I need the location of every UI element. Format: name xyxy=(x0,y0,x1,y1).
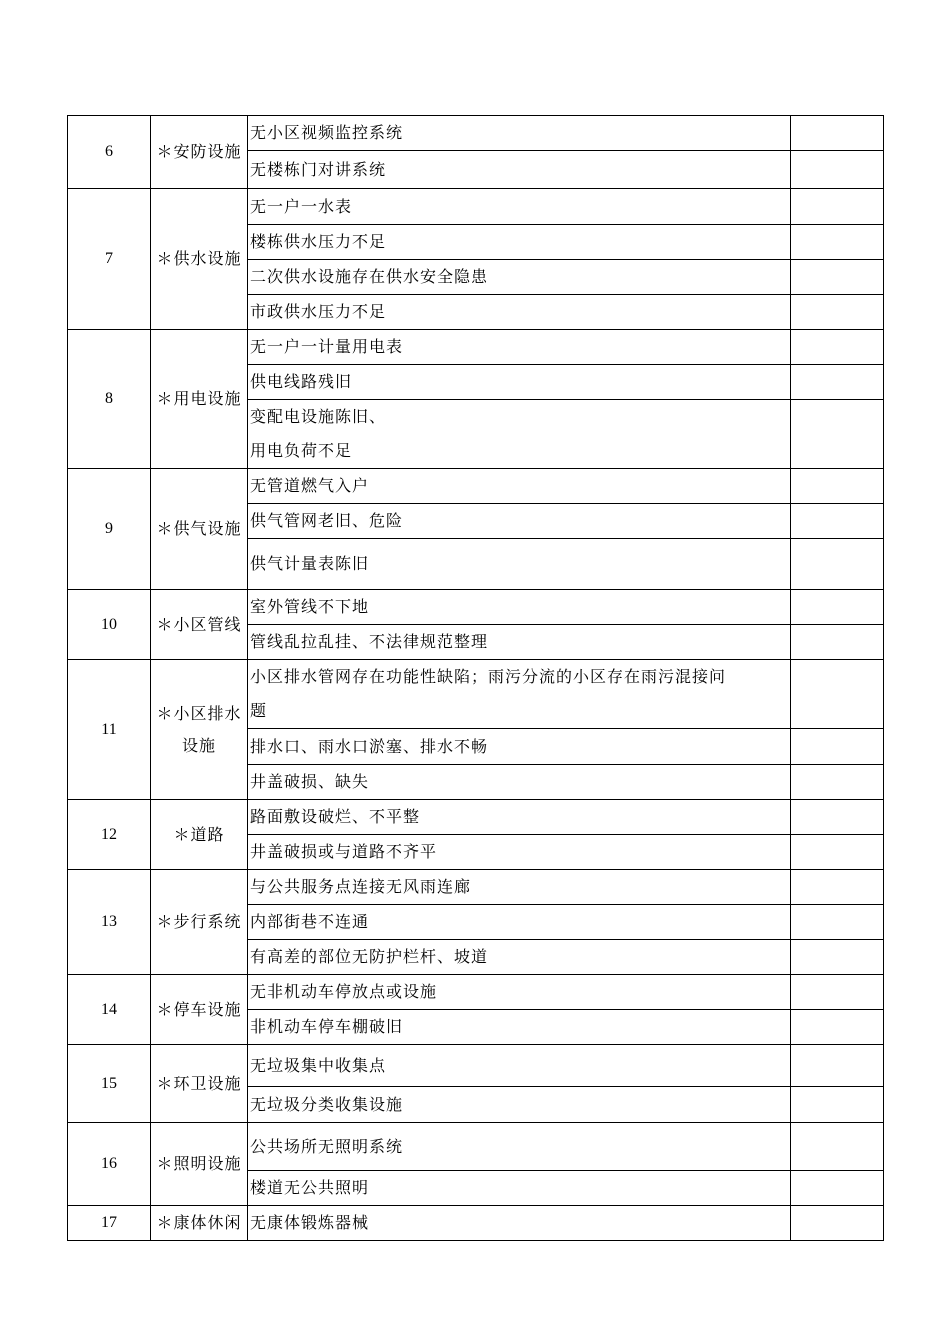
issue-item-text: 供电线路残旧 xyxy=(250,372,353,391)
result-cell[interactable] xyxy=(791,729,884,765)
issue-item-text: 与公共服务点连接无风雨连廊 xyxy=(250,877,472,896)
issue-item-text: 无垃圾分类收集设施 xyxy=(250,1094,404,1114)
table-row xyxy=(68,1045,884,1087)
result-cell[interactable] xyxy=(791,1010,884,1045)
issue-item-cell xyxy=(248,660,791,729)
table-row xyxy=(68,870,884,905)
result-cell[interactable] xyxy=(791,1087,884,1123)
item-number: 7 xyxy=(68,189,151,330)
issue-item-text: 小区排水管网存在功能性缺陷；雨污分流的小区存在雨污混接问 xyxy=(250,667,727,686)
issue-item-cell xyxy=(248,504,791,539)
issue-item-text: 无康体锻炼器械 xyxy=(250,1213,370,1232)
issue-item-text: 用电负荷不足 xyxy=(250,441,353,460)
category-text-line: ＊小区排水 xyxy=(156,703,242,723)
result-cell[interactable] xyxy=(791,330,884,365)
issue-item-text: 排水口、雨水口淤塞、排水不畅 xyxy=(250,736,489,756)
issue-item-cell xyxy=(248,1045,791,1087)
issue-item-cell xyxy=(248,1123,791,1171)
item-number: 8 xyxy=(68,330,151,469)
table-row xyxy=(68,1206,884,1241)
facility-checklist-table xyxy=(67,115,884,1241)
result-cell[interactable] xyxy=(791,1123,884,1171)
issue-item-text: 无垃圾集中收集点 xyxy=(250,1055,387,1075)
issue-item-cell xyxy=(248,1087,791,1123)
category-cell: ＊供水设施 xyxy=(151,189,248,330)
result-cell[interactable] xyxy=(791,400,884,469)
result-cell[interactable] xyxy=(791,975,884,1010)
issue-item-text: 非机动车停车棚破旧 xyxy=(250,1017,404,1036)
result-cell[interactable] xyxy=(791,625,884,660)
result-cell[interactable] xyxy=(791,539,884,590)
result-cell[interactable] xyxy=(791,905,884,940)
issue-item-cell xyxy=(248,835,791,870)
result-cell[interactable] xyxy=(791,590,884,625)
item-number: 6 xyxy=(68,116,151,189)
result-cell[interactable] xyxy=(791,835,884,870)
issue-item-cell xyxy=(248,365,791,400)
issue-item-text: 无小区视频监控系统 xyxy=(250,123,404,142)
issue-item-text: 供气管网老旧、危险 xyxy=(250,511,404,530)
issue-item-cell xyxy=(248,975,791,1010)
result-cell[interactable] xyxy=(791,660,884,729)
item-number: 9 xyxy=(68,469,151,590)
item-number: 12 xyxy=(68,800,151,870)
issue-item-cell xyxy=(248,400,791,469)
issue-item-text: 有高差的部位无防护栏杆、坡道 xyxy=(250,947,489,966)
category-cell: ＊环卫设施 xyxy=(151,1045,248,1123)
issue-item-cell xyxy=(248,330,791,365)
result-cell[interactable] xyxy=(791,295,884,330)
category-text-line: 设施 xyxy=(181,735,216,755)
result-cell[interactable] xyxy=(791,189,884,225)
issue-item-cell xyxy=(248,116,791,151)
item-number: 17 xyxy=(68,1206,151,1241)
issue-item-cell xyxy=(248,800,791,835)
category-cell xyxy=(151,660,248,800)
table-body xyxy=(68,116,884,1241)
table-row xyxy=(68,330,884,365)
issue-item-text: 题 xyxy=(250,701,268,720)
result-cell[interactable] xyxy=(791,765,884,800)
category-cell: ＊步行系统 xyxy=(151,870,248,975)
item-number: 13 xyxy=(68,870,151,975)
issue-item-text: 室外管线不下地 xyxy=(250,597,370,616)
table-row xyxy=(68,1123,884,1171)
issue-item-cell xyxy=(248,1010,791,1045)
item-number: 11 xyxy=(68,660,151,800)
table-row xyxy=(68,116,884,151)
issue-item-cell xyxy=(248,189,791,225)
issue-item-cell xyxy=(248,870,791,905)
result-cell[interactable] xyxy=(791,1171,884,1206)
issue-item-text: 市政供水压力不足 xyxy=(250,302,387,321)
category-cell: ＊安防设施 xyxy=(151,116,248,189)
category-cell: ＊道路 xyxy=(151,800,248,870)
issue-item-text: 无非机动车停放点或设施 xyxy=(250,982,438,1001)
issue-item-text: 井盖破损或与道路不齐平 xyxy=(250,842,438,861)
result-cell[interactable] xyxy=(791,1045,884,1087)
result-cell[interactable] xyxy=(791,469,884,504)
issue-item-text: 无一户一计量用电表 xyxy=(250,337,404,356)
category-cell: ＊供气设施 xyxy=(151,469,248,590)
issue-item-cell xyxy=(248,1206,791,1241)
result-cell[interactable] xyxy=(791,365,884,400)
issue-item-cell xyxy=(248,295,791,330)
result-cell[interactable] xyxy=(791,151,884,189)
issue-item-text: 路面敷设破烂、不平整 xyxy=(250,807,421,826)
category-cell: ＊用电设施 xyxy=(151,330,248,469)
table-row xyxy=(68,660,884,729)
item-number: 14 xyxy=(68,975,151,1045)
issue-item-text: 管线乱拉乱挂、不法律规范整理 xyxy=(250,632,489,651)
issue-item-cell xyxy=(248,1171,791,1206)
result-cell[interactable] xyxy=(791,116,884,151)
issue-item-text: 供气计量表陈旧 xyxy=(250,554,370,573)
issue-item-text: 内部街巷不连通 xyxy=(250,912,370,931)
issue-item-text: 二次供水设施存在供水安全隐患 xyxy=(250,267,489,286)
category-cell: ＊康体休闲 xyxy=(151,1206,248,1241)
issue-item-text: 变配电设施陈旧、 xyxy=(250,407,387,426)
result-cell[interactable] xyxy=(791,260,884,295)
item-number: 15 xyxy=(68,1045,151,1123)
issue-item-cell xyxy=(248,469,791,504)
result-cell[interactable] xyxy=(791,225,884,260)
category-cell: ＊停车设施 xyxy=(151,975,248,1045)
issue-item-text: 楼道无公共照明 xyxy=(250,1178,370,1197)
result-cell[interactable] xyxy=(791,940,884,975)
result-cell[interactable] xyxy=(791,1206,884,1241)
issue-item-cell xyxy=(248,765,791,800)
issue-item-cell xyxy=(248,590,791,625)
issue-item-cell xyxy=(248,151,791,189)
issue-item-text: 井盖破损、缺失 xyxy=(250,772,370,791)
issue-item-text: 公共场所无照明系统 xyxy=(250,1136,404,1156)
issue-item-cell xyxy=(248,625,791,660)
category-cell: ＊照明设施 xyxy=(151,1123,248,1206)
issue-item-cell xyxy=(248,539,791,590)
item-number: 10 xyxy=(68,590,151,660)
table-row xyxy=(68,189,884,225)
table-row xyxy=(68,800,884,835)
item-number: 16 xyxy=(68,1123,151,1206)
table-row xyxy=(68,590,884,625)
result-cell[interactable] xyxy=(791,870,884,905)
issue-item-cell xyxy=(248,225,791,260)
issue-item-cell xyxy=(248,260,791,295)
category-cell: ＊小区管线 xyxy=(151,590,248,660)
issue-item-text: 无一户一水表 xyxy=(250,196,353,216)
issue-item-text: 楼栋供水压力不足 xyxy=(250,232,387,251)
result-cell[interactable] xyxy=(791,504,884,539)
result-cell[interactable] xyxy=(791,800,884,835)
table-row xyxy=(68,469,884,504)
issue-item-text: 无管道燃气入户 xyxy=(250,476,370,495)
issue-item-cell xyxy=(248,905,791,940)
issue-item-cell xyxy=(248,729,791,765)
issue-item-cell xyxy=(248,940,791,975)
table-row xyxy=(68,975,884,1010)
issue-item-text: 无楼栋门对讲系统 xyxy=(250,159,387,179)
